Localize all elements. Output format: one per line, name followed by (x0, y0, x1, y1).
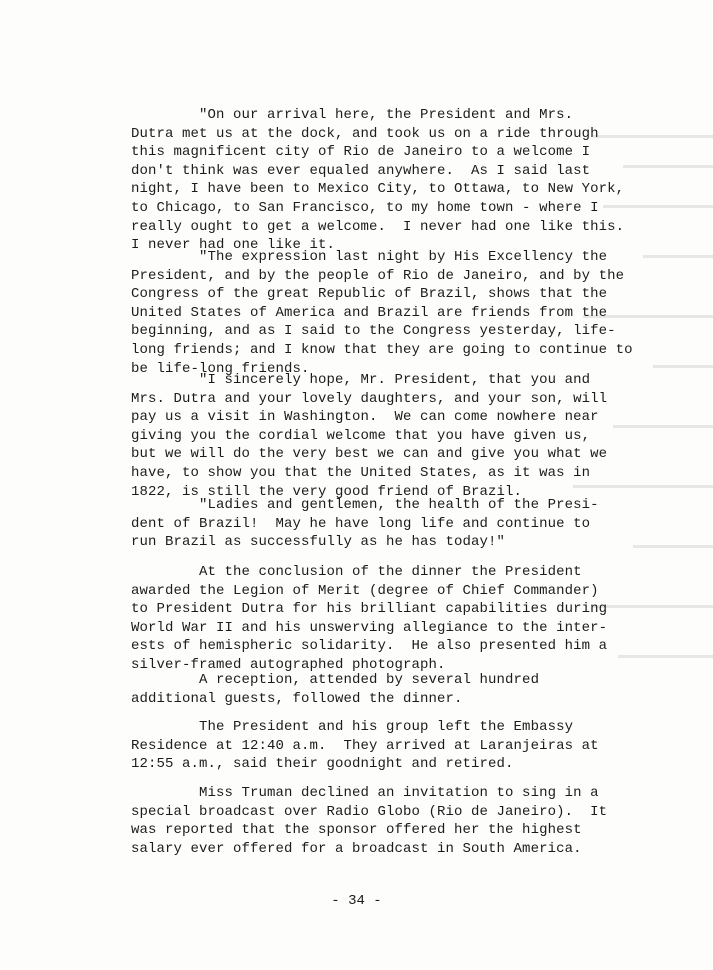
text-line: was reported that the sponsor offered her the highest (131, 822, 582, 839)
text-line: have, to show you that the United States, as it was in (131, 464, 591, 481)
text-line: Residence at 12:40 a.m. They arrived at Laranjeiras at (131, 737, 599, 754)
text-line: World War II and his unswerving allegiance to the inter- (131, 619, 608, 636)
text-line: really ought to get a welcome. I never had one like this. (131, 218, 625, 235)
paragraph-toast (131, 496, 611, 552)
text-line: be life-long friends. (131, 360, 310, 377)
text-line: special broadcast over Radio Globo (Rio de Janeiro). It (131, 803, 608, 820)
text-line: 1822, is still the very good friend of Brazil. (131, 483, 523, 500)
text-line: Miss Truman declined an invitation to sing in a (131, 785, 599, 801)
text-line: don't think was ever equaled anywhere. As I said last (131, 162, 591, 179)
paragraph-departure (131, 718, 611, 774)
text-line: "On our arrival here, the President and Mrs. (131, 107, 574, 123)
text-line: Mrs. Dutra and your lovely daughters, and your son, will (131, 390, 608, 407)
text-line: night, I have been to Mexico City, to Ottawa, to New York, (131, 181, 625, 198)
text-line: giving you the cordial welcome that you have given us, (131, 427, 591, 444)
paragraph-expression (131, 248, 633, 378)
paragraph-miss-truman (131, 784, 611, 858)
text-line: United States of America and Brazil are friends from the (131, 304, 608, 321)
text-line: "Ladies and gentlemen, the health of the Presi- (131, 497, 599, 513)
text-line: Congress of the great Republic of Brazil, shows that the (131, 286, 608, 303)
text-line: run Brazil as successfully as he has today!" (131, 534, 506, 551)
text-line: to President Dutra for his brilliant capabilities during (131, 601, 608, 618)
paragraph-reception (131, 671, 611, 708)
paragraph-invitation (131, 371, 611, 501)
text-line: The President and his group left the Embassy (131, 719, 574, 735)
text-line: but we will do the very best we can and give you what we (131, 446, 608, 463)
text-line: ests of hemispheric solidarity. He also presented him a (131, 638, 608, 655)
text-line: President, and by the people of Rio de Janeiro, and by the (131, 267, 625, 284)
paragraph-legion-of-merit (131, 563, 611, 675)
text-line: pay us a visit in Washington. We can come nowhere near (131, 409, 599, 426)
text-line: 12:55 a.m., said their goodnight and retired. (131, 756, 514, 773)
text-line: I never had one like it. (131, 237, 336, 254)
text-line: "The expression last night by His Excellency the (131, 249, 608, 265)
page-number: - 34 - (331, 893, 382, 909)
paragraph-arrival (131, 106, 625, 255)
text-line: long friends; and I know that they are going to continue to (131, 341, 633, 358)
text-line: At the conclusion of the dinner the President (131, 564, 582, 580)
text-line: Dutra met us at the dock, and took us on a ride through (131, 125, 599, 142)
text-line: A reception, attended by several hundred (131, 672, 540, 688)
text-line: additional guests, followed the dinner. (131, 690, 463, 707)
text-line: "I sincerely hope, Mr. President, that you and (131, 372, 591, 388)
text-line: beginning, and as I said to the Congress yesterday, life- (131, 323, 616, 340)
text-line: dent of Brazil! May he have long life and continue to (131, 515, 591, 532)
text-line: silver-framed autographed photograph. (131, 656, 446, 673)
text-line: salary ever offered for a broadcast in South America. (131, 840, 582, 857)
text-line: awarded the Legion of Merit (degree of Chief Commander) (131, 582, 599, 599)
text-line: to Chicago, to San Francisco, to my home town - where I (131, 199, 599, 216)
text-line: this magnificent city of Rio de Janeiro to a welcome I (131, 144, 591, 161)
